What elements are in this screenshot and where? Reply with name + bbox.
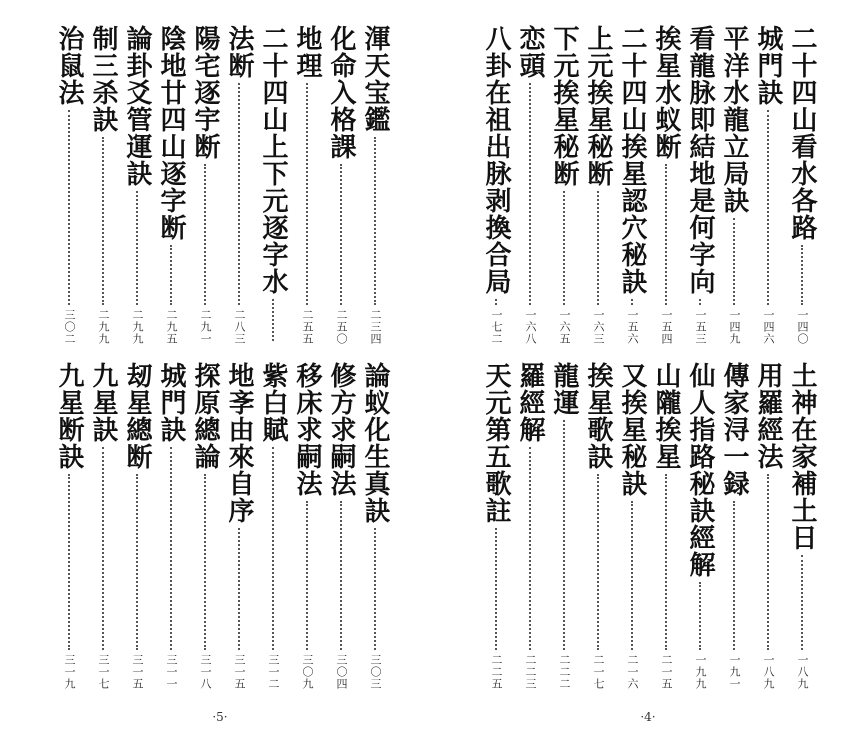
toc-entry bbox=[751, 362, 785, 690]
toc-entry-title: 地斈由來自序 bbox=[224, 362, 254, 524]
toc-entry-page: 一五三 bbox=[694, 309, 707, 345]
toc-entry-title: 山隴挨星 bbox=[651, 362, 681, 470]
toc-entry-page: 一八九 bbox=[762, 654, 775, 690]
toc-entry-page: 二二三 bbox=[524, 654, 537, 690]
toc-entry bbox=[581, 25, 615, 345]
toc-entry-page: 二三四 bbox=[369, 309, 382, 345]
toc-entry-title: 渾天宝鑑 bbox=[360, 25, 390, 133]
toc-entry bbox=[358, 25, 392, 345]
toc-entry bbox=[222, 25, 256, 345]
toc-entry-page: 二一六 bbox=[626, 654, 639, 690]
page-number-left: ·5· bbox=[212, 710, 228, 724]
toc-entry-title: 土神在家補土日 bbox=[787, 362, 817, 551]
dot-leader bbox=[170, 447, 172, 650]
toc-entry bbox=[649, 362, 683, 690]
dot-leader bbox=[563, 191, 565, 305]
toc-entry-title: 紫白賦 bbox=[258, 362, 288, 443]
dot-leader bbox=[801, 555, 803, 650]
toc-entry-page: 二一七 bbox=[592, 654, 605, 690]
toc-entry-page: 一四九 bbox=[728, 309, 741, 345]
toc-entry-page: 一五四 bbox=[660, 309, 673, 345]
toc-entry-page: 三〇九 bbox=[301, 654, 314, 690]
toc-entry-page: 一七二 bbox=[490, 309, 503, 345]
toc-entry-title: 看龍脉即結地是何字向 bbox=[685, 25, 715, 295]
toc-entry bbox=[785, 25, 819, 345]
dot-leader bbox=[68, 110, 70, 305]
toc-entry-title: 羅經解 bbox=[515, 362, 545, 443]
dot-leader bbox=[665, 164, 667, 305]
toc-entry-page: 二二五 bbox=[490, 654, 503, 690]
toc-entry-page: 一九九 bbox=[694, 654, 707, 690]
toc-entry-page: 三一一 bbox=[165, 654, 178, 690]
dot-leader bbox=[136, 474, 138, 650]
toc-entry bbox=[358, 362, 392, 690]
toc-entry-title: 陰地廿四山逐字断 bbox=[156, 25, 186, 241]
toc-entry bbox=[513, 25, 547, 345]
toc-entry bbox=[615, 25, 649, 345]
toc-entry-title: 上元挨星秘断 bbox=[583, 25, 613, 187]
toc-entry bbox=[290, 362, 324, 690]
toc-entry-title: 挨星水蚁断 bbox=[651, 25, 681, 160]
toc-entry bbox=[513, 362, 547, 690]
toc-entry-page: 三〇三 bbox=[369, 654, 382, 690]
toc-entry bbox=[479, 25, 513, 345]
toc-entry-page: 二一五 bbox=[660, 654, 673, 690]
toc-entry-title: 城門訣 bbox=[753, 25, 783, 106]
toc-entry bbox=[479, 362, 513, 690]
toc-entry-page: 三一五 bbox=[131, 654, 144, 690]
toc-entry-title: 化命入格課 bbox=[326, 25, 356, 160]
dot-leader bbox=[529, 447, 531, 650]
dot-leader bbox=[665, 474, 667, 650]
dot-leader bbox=[238, 528, 240, 650]
toc-entry-page: 一六五 bbox=[558, 309, 571, 345]
toc-entry-page: 二五五 bbox=[301, 309, 314, 345]
dot-leader bbox=[495, 528, 497, 650]
toc-entry-page: 二九九 bbox=[97, 309, 110, 345]
toc-entry-title: 移床求嗣法 bbox=[292, 362, 322, 497]
dot-leader bbox=[306, 83, 308, 305]
toc-entry bbox=[649, 25, 683, 345]
dot-leader bbox=[495, 299, 497, 305]
toc-entry bbox=[52, 362, 86, 690]
toc-entry-title: 恋頭 bbox=[515, 25, 545, 79]
toc-entry bbox=[290, 25, 324, 345]
toc-entry-page: 二八三 bbox=[233, 309, 246, 345]
toc-entry-title: 修方求嗣法 bbox=[326, 362, 356, 497]
toc-entry-page: 一六八 bbox=[524, 309, 537, 345]
toc-entry-title: 探原總論 bbox=[190, 362, 220, 470]
toc-entry bbox=[547, 25, 581, 345]
toc-entry bbox=[683, 25, 717, 345]
toc-entry bbox=[785, 362, 819, 690]
toc-entry bbox=[222, 362, 256, 690]
toc-entry-title: 論蚁化生真訣 bbox=[360, 362, 390, 524]
toc-entry bbox=[188, 362, 222, 690]
right-page bbox=[423, 0, 846, 748]
dot-leader bbox=[68, 474, 70, 650]
toc-entry-title: 城門訣 bbox=[156, 362, 186, 443]
dot-leader bbox=[374, 528, 376, 650]
dot-leader bbox=[272, 299, 274, 341]
toc-entry bbox=[547, 362, 581, 690]
toc-entry-title: 龍運 bbox=[549, 362, 579, 416]
toc-entry-title: 地理 bbox=[292, 25, 322, 79]
toc-entry-page: 一四六 bbox=[762, 309, 775, 345]
dot-leader bbox=[767, 474, 769, 650]
toc-entry-page: 一六三 bbox=[592, 309, 605, 345]
dot-leader bbox=[597, 474, 599, 650]
toc-entry-page: 二九一 bbox=[199, 309, 212, 345]
toc-entry-page: 一八九 bbox=[796, 654, 809, 690]
toc-entry bbox=[154, 25, 188, 345]
dot-leader bbox=[102, 447, 104, 650]
dot-leader bbox=[306, 501, 308, 650]
toc-entry-page: 二九五 bbox=[165, 309, 178, 345]
toc-entry-page: 二二二 bbox=[558, 654, 571, 690]
toc-entry-title: 下元挨星秘断 bbox=[549, 25, 579, 187]
dot-leader bbox=[699, 582, 701, 650]
toc-entry-title: 制三杀訣 bbox=[88, 25, 118, 133]
toc-entry-title: 平洋水龍立局訣 bbox=[719, 25, 749, 214]
toc-entry-title: 九星訣 bbox=[88, 362, 118, 443]
dot-leader bbox=[631, 501, 633, 650]
dot-leader bbox=[204, 474, 206, 650]
toc-entry-title: 仙人指路秘訣經解 bbox=[685, 362, 715, 578]
toc-entry bbox=[683, 362, 717, 690]
toc-entry bbox=[120, 362, 154, 690]
toc-entry-title: 用羅經法 bbox=[753, 362, 783, 470]
toc-entry bbox=[615, 362, 649, 690]
dot-leader bbox=[733, 501, 735, 650]
toc-entry bbox=[256, 362, 290, 690]
dot-leader bbox=[563, 420, 565, 650]
toc-entry-title: 二十四山看水各路 bbox=[787, 25, 817, 241]
dot-leader bbox=[272, 447, 274, 650]
toc-entry bbox=[52, 25, 86, 345]
dot-leader bbox=[204, 164, 206, 305]
toc-entry-page: 三一七 bbox=[97, 654, 110, 690]
toc-entry bbox=[751, 25, 785, 345]
dot-leader bbox=[102, 137, 104, 305]
toc-entry-page: 三〇二 bbox=[63, 309, 76, 345]
toc-entry bbox=[154, 362, 188, 690]
dot-leader bbox=[374, 137, 376, 305]
toc-entry-title: 治鼠法 bbox=[54, 25, 84, 106]
toc-entry bbox=[717, 25, 751, 345]
dot-leader bbox=[238, 83, 240, 305]
toc-entry-title: 法断 bbox=[224, 25, 254, 79]
toc-entry-title: 二十四山上下元逐字水 bbox=[258, 25, 288, 295]
toc-entry-title: 九星断訣 bbox=[54, 362, 84, 470]
toc-entry-page: 二九九 bbox=[131, 309, 144, 345]
toc-entry bbox=[86, 25, 120, 345]
dot-leader bbox=[529, 83, 531, 305]
toc-entry bbox=[188, 25, 222, 345]
toc-entry-title: 刼星總断 bbox=[122, 362, 152, 470]
dot-leader bbox=[170, 245, 172, 305]
toc-entry-title: 論卦爻管運訣 bbox=[122, 25, 152, 187]
toc-entry-page: 一九一 bbox=[728, 654, 741, 690]
toc-entry bbox=[256, 25, 290, 345]
toc-entry bbox=[86, 362, 120, 690]
toc-entry-title: 陽宅逐宇断 bbox=[190, 25, 220, 160]
dot-leader bbox=[597, 191, 599, 305]
toc-entry-page: 三〇四 bbox=[335, 654, 348, 690]
toc-entry-page: 一四〇 bbox=[796, 309, 809, 345]
dot-leader bbox=[699, 299, 701, 305]
toc-entry-title: 天元第五歌註 bbox=[481, 362, 511, 524]
dot-leader bbox=[340, 501, 342, 650]
toc-entry-title: 八卦在祖出脉剥換合局 bbox=[481, 25, 511, 295]
toc-entry-title: 挨星歌訣 bbox=[583, 362, 613, 470]
toc-entry bbox=[717, 362, 751, 690]
toc-entry-title: 傳家浔一録 bbox=[719, 362, 749, 497]
dot-leader bbox=[136, 191, 138, 305]
dot-leader bbox=[733, 218, 735, 305]
toc-entry-page: 二五〇 bbox=[335, 309, 348, 345]
toc-entry bbox=[324, 362, 358, 690]
toc-entry-page: 三一八 bbox=[199, 654, 212, 690]
toc-entry-title: 又挨星秘訣 bbox=[617, 362, 647, 497]
dot-leader bbox=[631, 299, 633, 305]
toc-entry bbox=[120, 25, 154, 345]
toc-entry-page: 三一二 bbox=[267, 654, 280, 690]
toc-entry bbox=[581, 362, 615, 690]
dot-leader bbox=[801, 245, 803, 305]
toc-entry bbox=[324, 25, 358, 345]
page-number-right: ·4· bbox=[640, 710, 656, 724]
toc-entry-page: 三一五 bbox=[233, 654, 246, 690]
toc-entry-page: 三一九 bbox=[63, 654, 76, 690]
dot-leader bbox=[340, 164, 342, 305]
dot-leader bbox=[767, 110, 769, 305]
toc-entry-title: 二十四山挨星認穴秘訣 bbox=[617, 25, 647, 295]
toc-entry-page: 一五六 bbox=[626, 309, 639, 345]
